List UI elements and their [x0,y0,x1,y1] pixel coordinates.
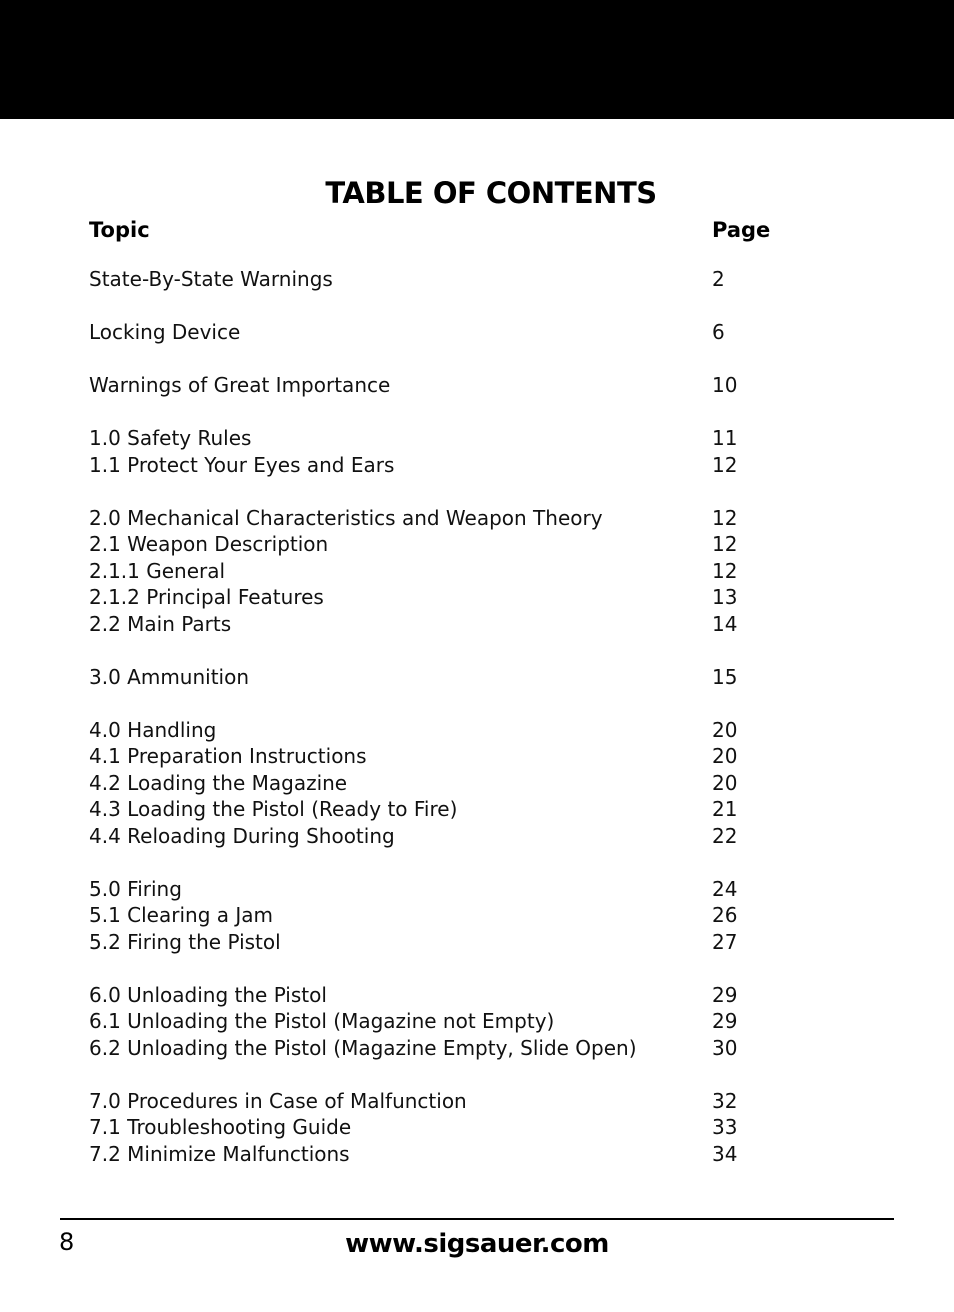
toc-entry-topic: Warnings of Great Importance [89,373,391,397]
toc-entry-page: 15 [712,664,738,689]
toc-entry-page: 2 [712,267,725,291]
toc-entry-topic: 5.1 Clearing a Jam [89,903,274,927]
header-band [0,0,954,119]
toc-entry[interactable] [89,823,849,850]
toc-entry-page: 12 [712,452,738,477]
toc-entry[interactable] [89,1035,849,1062]
toc-entry-topic: 5.2 Firing the Pistol [89,929,281,954]
toc-entry[interactable] [89,1114,849,1141]
toc-group [89,425,849,478]
toc-entry[interactable] [89,425,849,452]
toc-entry-page: 29 [712,982,738,1007]
toc-entry-topic: 4.4 Reloading During Shooting [89,823,395,848]
toc-entry-topic: 4.3 Loading the Pistol (Ready to Fire) [89,797,458,821]
toc-entry[interactable] [89,876,849,903]
toc-entry-topic: 3.0 Ammunition [89,664,250,689]
toc-entry-page: 6 [712,320,725,344]
toc-entry[interactable] [89,743,849,770]
toc-entry[interactable] [89,558,849,585]
toc-entry-topic: 4.2 Loading the Magazine [89,770,348,795]
toc-entry-topic: 4.1 Preparation Instructions [89,744,367,768]
toc-entry-topic: 2.1 Weapon Description [89,532,329,556]
toc-entry-page: 20 [712,717,738,742]
toc-entry-topic: 2.0 Mechanical Characteristics and Weapon Theory [89,505,603,530]
toc-entry-topic: 1.1 Protect Your Eyes and Ears [89,452,395,477]
toc-entry[interactable] [89,319,849,346]
toc-entry-page: 21 [712,797,738,821]
toc-entry-page: 34 [712,1141,738,1166]
toc-entry-page: 13 [712,585,738,609]
toc-entry[interactable] [89,982,849,1009]
page-column-header: Page [712,218,771,242]
toc-entry-topic: 7.0 Procedures in Case of Malfunction [89,1088,467,1113]
website-url: www.sigsauer.com [345,1229,609,1259]
toc-entry[interactable] [89,505,849,532]
toc-entry[interactable] [89,717,849,744]
toc-group [89,505,849,638]
toc-entry-topic: 6.1 Unloading the Pistol (Magazine not Empty) [89,1009,555,1033]
toc-entry-page: 26 [712,903,738,927]
toc-entry-topic: 4.0 Handling [89,717,217,742]
footer-divider [60,1218,894,1220]
toc-group [89,982,849,1062]
toc-entry-page: 24 [712,876,738,901]
toc-entry-page: 27 [712,929,738,954]
toc-entry[interactable] [89,664,849,691]
toc-entry[interactable] [89,584,849,611]
toc-group [89,664,849,691]
toc-entry-topic: 7.2 Minimize Malfunctions [89,1141,350,1166]
toc-entry-topic: 6.0 Unloading the Pistol [89,982,327,1007]
toc-entry-topic: State-By-State Warnings [89,267,333,291]
toc-entry[interactable] [89,372,849,399]
toc-entry-topic: 5.0 Firing [89,876,182,901]
toc-entry-page: 12 [712,505,738,530]
toc-entry-topic: 2.1.2 Principal Features [89,585,324,609]
toc-entry-page: 10 [712,373,738,397]
toc-entry-topic: 2.2 Main Parts [89,611,232,636]
page-number: 8 [59,1228,75,1256]
toc-entry-page: 22 [712,823,738,848]
toc-entry[interactable] [89,266,849,293]
toc-entry-topic: 7.1 Troubleshooting Guide [89,1115,352,1139]
toc-entry[interactable] [89,902,849,929]
toc-entry-topic: 6.2 Unloading the Pistol (Magazine Empty, Slide Open) [89,1035,637,1060]
page-title: TABLE OF CONTENTS [325,176,657,210]
toc-group [89,876,849,956]
toc-group [89,266,849,293]
toc-entry[interactable] [89,1141,849,1168]
toc-entry[interactable] [89,929,849,956]
toc-list [89,266,849,1194]
toc-group [89,372,849,399]
toc-entry-page: 32 [712,1088,738,1113]
toc-group [89,319,849,346]
toc-entry-topic: 1.0 Safety Rules [89,426,252,450]
toc-entry-page: 12 [712,532,738,556]
toc-entry[interactable] [89,770,849,797]
toc-entry-page: 12 [712,558,738,583]
toc-entry-page: 20 [712,744,738,768]
toc-entry-page: 11 [712,426,738,450]
topic-column-header: Topic [89,218,150,242]
toc-entry-page: 20 [712,770,738,795]
toc-entry[interactable] [89,1008,849,1035]
toc-entry[interactable] [89,531,849,558]
toc-entry-page: 29 [712,1009,738,1033]
toc-entry-topic: 2.1.1 General [89,558,226,583]
toc-entry[interactable] [89,796,849,823]
toc-entry[interactable] [89,1088,849,1115]
toc-group [89,1088,849,1168]
toc-entry-page: 30 [712,1035,738,1060]
toc-entry-page: 14 [712,611,738,636]
toc-entry[interactable] [89,452,849,479]
toc-entry[interactable] [89,611,849,638]
toc-group [89,717,849,850]
toc-entry-page: 33 [712,1115,738,1139]
toc-entry-topic: Locking Device [89,320,241,344]
